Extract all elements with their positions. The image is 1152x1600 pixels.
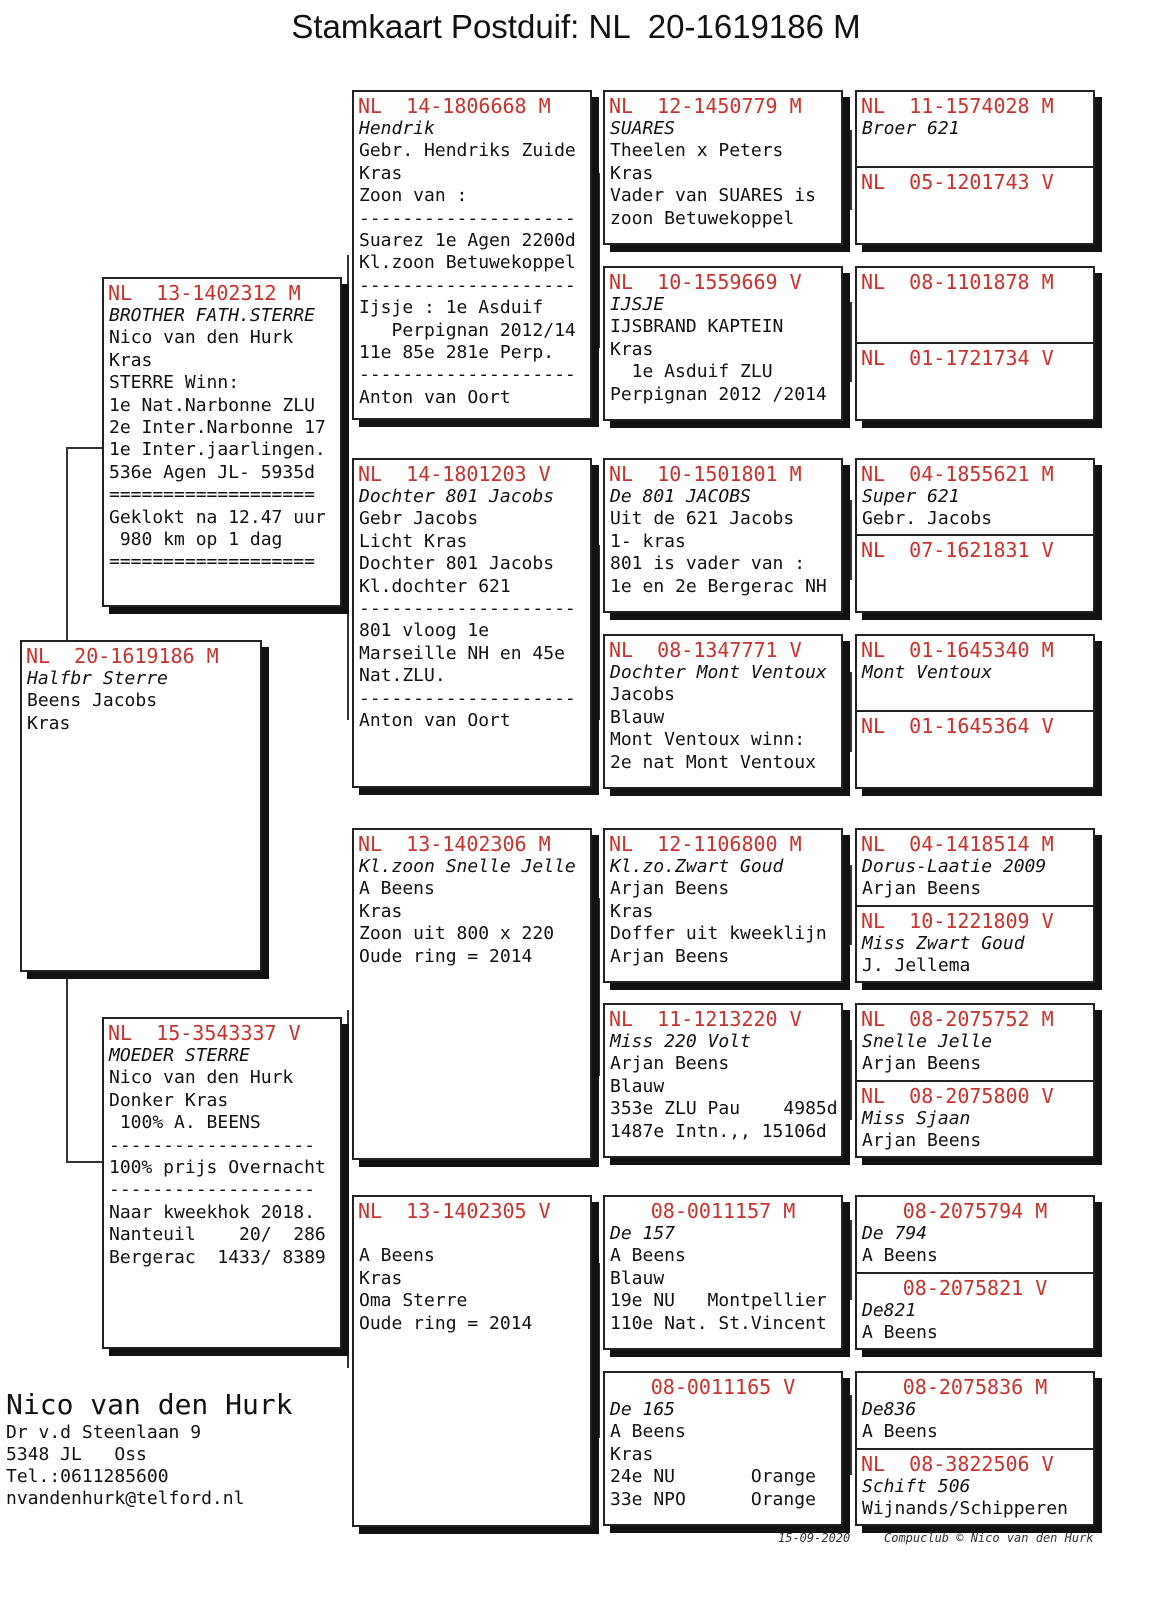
connector xyxy=(347,255,349,720)
ring-number: NL 08-1101878 M xyxy=(861,270,1054,294)
info-line: Blauw xyxy=(610,1075,665,1097)
owner-info xyxy=(6,1388,293,1510)
pigeon-pair-card[interactable] xyxy=(855,458,1095,613)
info-line: Suarez 1e Agen 2200d xyxy=(359,229,576,251)
info-line: Blauw xyxy=(610,1267,665,1289)
info-line: Kras xyxy=(610,1443,654,1465)
pigeon-pair-card[interactable] xyxy=(855,1371,1095,1526)
pigeon-card-fmf[interactable] xyxy=(603,458,843,613)
ring-number: 08-0011157 M xyxy=(650,1199,796,1223)
pigeon-card-mmm[interactable] xyxy=(603,1371,843,1526)
owner-email: nvandenhurk@telford.nl xyxy=(6,1488,245,1509)
owner-city: 5348 JL Oss xyxy=(6,1444,147,1465)
info-line: Wijnands/Schipperen xyxy=(862,1498,1068,1520)
ring-number: NL 14-1801203 V xyxy=(358,462,551,486)
pigeon-pair-card[interactable] xyxy=(855,1195,1095,1350)
ring-number: NL 13-1402306 M xyxy=(358,832,551,856)
info-line: Hendrik xyxy=(359,118,435,139)
pigeon-card-ff[interactable] xyxy=(352,90,592,420)
info-line: A Beens xyxy=(610,1421,686,1443)
pigeon-card-fff[interactable] xyxy=(603,90,843,245)
info-line: Zoon van : xyxy=(359,185,468,207)
ring-number: NL 08-1347771 V xyxy=(609,638,802,662)
ring-number: NL 11-1574028 M xyxy=(861,94,1054,118)
info-line: Kl.zoon Snelle Jelle xyxy=(359,856,576,877)
info-line: 980 km op 1 dag xyxy=(109,528,283,550)
info-line: Snelle Jelle xyxy=(862,1031,993,1052)
info-line: Arjan Beens xyxy=(610,1053,730,1075)
info-line: Dorus-Laatie 2009 xyxy=(862,856,1047,877)
info-line: 11e 85e 281e Perp. xyxy=(359,341,555,363)
info-line: 1e en 2e Bergerac NH xyxy=(610,575,827,597)
info-line: Dochter 801 Jacobs xyxy=(359,553,555,575)
info-line: -------------------- xyxy=(359,207,576,229)
ring-number: NL 08-3822506 V xyxy=(861,1452,1054,1476)
info-line: MOEDER STERRE xyxy=(109,1045,250,1066)
info-line: Nanteuil 20/ 286 xyxy=(109,1224,326,1246)
info-line: Mont Ventoux xyxy=(862,662,993,683)
info-line: De 801 JACOBS xyxy=(610,486,751,507)
info-line: Bergerac 1433/ 8389 xyxy=(109,1246,326,1268)
ring-number: NL 12-1450779 M xyxy=(609,94,802,118)
pigeon-card-subject[interactable] xyxy=(20,640,262,972)
info-line: 24e NU Orange xyxy=(610,1466,816,1488)
connector xyxy=(598,173,600,348)
ring-number: 08-0011165 V xyxy=(650,1375,796,1399)
info-line: Perpignan 2012 /2014 xyxy=(610,383,827,405)
info-line: Marseille NH en 45e xyxy=(359,642,565,664)
connector xyxy=(850,130,852,210)
info-line: A Beens xyxy=(359,878,435,900)
ring-number: NL 08-2075752 M xyxy=(861,1007,1054,1031)
ring-number: NL 10-1501801 M xyxy=(609,462,802,486)
info-line: 2e nat Mont Ventoux xyxy=(610,751,816,773)
page-title: Stamkaart Postduif: NL 20-1619186 M xyxy=(291,8,861,45)
info-line: Arjan Beens xyxy=(610,878,730,900)
pair-partner xyxy=(857,1448,1093,1521)
info-line: Kras xyxy=(359,900,403,922)
info-line: Arjan Beens xyxy=(862,878,982,900)
connector xyxy=(347,1010,349,1368)
ring-number: NL 15-3543337 V xyxy=(108,1021,301,1045)
info-line: Miss 220 Volt xyxy=(610,1031,751,1052)
info-line: 1e Nat.Narbonne ZLU xyxy=(109,394,315,416)
info-line: A Beens xyxy=(862,1421,938,1443)
ring-number: NL 01-1645340 M xyxy=(861,638,1054,662)
info-line: Kras xyxy=(610,900,654,922)
info-line: De 794 xyxy=(862,1223,928,1244)
connector xyxy=(598,545,600,720)
info-line: Dochter Mont Ventoux xyxy=(610,662,827,683)
pigeon-pair-card[interactable] xyxy=(855,828,1095,983)
info-line: Arjan Beens xyxy=(610,945,730,967)
pigeon-card-mother[interactable] xyxy=(102,1017,342,1349)
connector xyxy=(598,898,600,1076)
info-line: 801 is vader van : xyxy=(610,553,806,575)
info-line: Kras xyxy=(109,349,153,371)
connector xyxy=(66,447,104,449)
pigeon-card-mff[interactable] xyxy=(603,828,843,983)
info-line: 1487e Intn.,, 15106d xyxy=(610,1120,827,1142)
info-line: 100% A. BEENS xyxy=(109,1112,261,1134)
print-date: 15-09-2020 xyxy=(778,1531,851,1545)
info-line: -------------------- xyxy=(359,597,576,619)
info-line: Vader van SUARES is xyxy=(610,185,816,207)
pigeon-card-mmf[interactable] xyxy=(603,1195,843,1350)
info-line: -------------------- xyxy=(359,364,576,386)
breeder: Beens Jacobs xyxy=(27,690,158,712)
info-line: Gebr Jacobs xyxy=(359,508,479,530)
connector xyxy=(66,1161,104,1163)
info-line xyxy=(359,1223,586,1245)
info-line: zoon Betuwekoppel xyxy=(610,207,795,229)
info-line: Mont Ventoux winn: xyxy=(610,729,806,751)
ring-number: NL 10-1559669 V xyxy=(609,270,802,294)
info-line: Ijsje : 1e Asduif xyxy=(359,297,544,319)
info-line: Nico van den Hurk xyxy=(109,327,294,349)
info-line: A Beens xyxy=(862,1245,938,1267)
info-line: Gebr. Hendriks Zuide xyxy=(359,140,576,162)
info-line: Kl.zoon Betuwekoppel xyxy=(359,252,576,274)
connector xyxy=(850,865,852,945)
info-line: IJSBRAND KAPTEIN xyxy=(610,316,784,338)
ring-number: NL 14-1806668 M xyxy=(358,94,551,118)
info-line: A Beens xyxy=(610,1245,686,1267)
pigeon-card-father[interactable] xyxy=(102,277,342,607)
info-line: Geklokt na 12.47 uur xyxy=(109,506,326,528)
info-line: Nico van den Hurk xyxy=(109,1067,294,1089)
info-line: Anton van Oort xyxy=(359,386,511,408)
pair-partner xyxy=(857,1272,1093,1345)
info-line: BROTHER FATH.STERRE xyxy=(109,305,315,326)
ring-number: NL 01-1721734 V xyxy=(861,346,1054,370)
info-line: De821 xyxy=(862,1300,917,1321)
pigeon-pair-card[interactable] xyxy=(855,634,1095,789)
ring-number: NL 12-1106800 M xyxy=(609,832,802,856)
info-line: Doffer uit kweeklijn xyxy=(610,923,827,945)
owner-name: Nico van den Hurk xyxy=(6,1388,293,1421)
info-line: Uit de 621 Jacobs xyxy=(610,508,795,530)
ring-number: NL 01-1645364 V xyxy=(861,714,1054,738)
pigeon-pair-card[interactable] xyxy=(855,1003,1095,1158)
info-line: 1e Inter.jaarlingen. xyxy=(109,439,326,461)
info-line: SUARES xyxy=(610,118,676,139)
info-line: ------------------- xyxy=(109,1179,315,1201)
ring-number: NL 04-1418514 M xyxy=(861,832,1054,856)
ring-number: 08-2075794 M xyxy=(902,1199,1048,1223)
info-line: Jacobs xyxy=(610,684,676,706)
connector xyxy=(598,1263,600,1438)
info-line: Zoon uit 800 x 220 xyxy=(359,923,555,945)
connector xyxy=(850,302,852,382)
info-line: Schift 506 xyxy=(862,1476,971,1497)
info-line: Anton van Oort xyxy=(359,709,511,731)
info-line: Kras xyxy=(359,1267,403,1289)
footer-credit: Compuclub © Nico van den Hurk xyxy=(884,1531,1094,1545)
info-line: Kl.dochter 621 xyxy=(359,575,511,597)
info-line: ------------------- xyxy=(109,1134,315,1156)
info-line: Arjan Beens xyxy=(862,1053,982,1075)
info-line: Dochter 801 Jacobs xyxy=(359,486,555,507)
connector xyxy=(850,1040,852,1120)
ring-number: NL 13-1402312 M xyxy=(108,281,301,305)
info-line: Licht Kras xyxy=(359,530,468,552)
owner-phone: Tel.:0611285600 xyxy=(6,1466,169,1487)
pair-partner xyxy=(857,905,1093,978)
connector xyxy=(66,447,68,644)
pigeon-card-fm[interactable] xyxy=(352,458,592,788)
info-line: IJSJE xyxy=(610,294,665,315)
ring-number: 08-2075836 M xyxy=(902,1375,1048,1399)
pigeon-card-mfm[interactable] xyxy=(603,1003,843,1158)
pigeon-card-mf[interactable] xyxy=(352,828,592,1160)
pair-partner xyxy=(857,534,1093,561)
info-line: 33e NPO Orange xyxy=(610,1488,816,1510)
connector xyxy=(850,672,852,752)
connector xyxy=(850,500,852,580)
ring-number: NL 04-1855621 M xyxy=(861,462,1054,486)
info-line: 19e NU Montpellier xyxy=(610,1290,827,1312)
ring-number: NL 07-1621831 V xyxy=(861,538,1054,562)
ring-number: NL 10-1221809 V xyxy=(861,909,1054,933)
info-line: -------------------- xyxy=(359,274,576,296)
info-line: Miss Sjaan xyxy=(862,1108,971,1129)
ring-number: NL 05-1201743 V xyxy=(861,170,1054,194)
info-line: Oma Sterre xyxy=(359,1290,468,1312)
ring-number: NL 08-2075800 V xyxy=(861,1084,1054,1108)
pigeon-card-fmm[interactable] xyxy=(603,634,843,789)
info-line: 536e Agen JL- 5935d xyxy=(109,461,315,483)
info-line: Oude ring = 2014 xyxy=(359,945,533,967)
info-line: 353e ZLU Pau 4985d xyxy=(610,1098,838,1120)
pigeon-pair-card[interactable] xyxy=(855,90,1095,245)
ring-number: 08-2075821 V xyxy=(902,1276,1048,1300)
info-line: STERRE Winn: xyxy=(109,372,240,394)
info-line: Gebr. Jacobs xyxy=(862,508,993,530)
info-line: Kras xyxy=(359,162,403,184)
info-line: Arjan Beens xyxy=(862,1130,982,1152)
info-line: Donker Kras xyxy=(109,1089,229,1111)
info-line: A Beens xyxy=(359,1245,435,1267)
pigeon-card-ffm[interactable] xyxy=(603,266,843,421)
info-line: J. Jellema xyxy=(862,955,971,977)
ring-number: NL 20-1619186 M xyxy=(26,644,219,668)
info-line: 1- kras xyxy=(610,530,686,552)
info-line: A Beens xyxy=(862,1322,938,1344)
info-line: Theelen x Peters xyxy=(610,140,784,162)
pair-partner xyxy=(857,166,1093,193)
info-line: =================== xyxy=(109,484,315,506)
connector xyxy=(66,973,68,1163)
info-line: 110e Nat. St.Vincent xyxy=(610,1312,827,1334)
pigeon-pair-card[interactable] xyxy=(855,266,1095,421)
color: Kras xyxy=(27,712,71,734)
info-line: 2e Inter.Narbonne 17 xyxy=(109,416,326,438)
info-line: Broer 621 xyxy=(862,118,960,139)
info-line: Naar kweekhok 2018. xyxy=(109,1201,315,1223)
info-line: De836 xyxy=(862,1399,917,1420)
pigeon-card-mm[interactable] xyxy=(352,1195,592,1527)
connector xyxy=(850,1395,852,1475)
info-line: Nat.ZLU. xyxy=(359,665,446,687)
info-line: Super 621 xyxy=(862,486,960,507)
info-line: -------------------- xyxy=(359,687,576,709)
info-line: De 157 xyxy=(610,1223,676,1244)
pair-partner xyxy=(857,710,1093,737)
info-line: 801 vloog 1e xyxy=(359,620,490,642)
info-line: Blauw xyxy=(610,706,665,728)
pigeon-name: Halfbr Sterre xyxy=(27,668,168,689)
info-line: 1e Asduif ZLU xyxy=(610,361,773,383)
info-line: =================== xyxy=(109,551,315,573)
info-line: Kras xyxy=(610,162,654,184)
info-line: Miss Zwart Goud xyxy=(862,933,1025,954)
info-line: Perpignan 2012/14 xyxy=(359,319,576,341)
pair-partner xyxy=(857,342,1093,369)
owner-address: Dr v.d Steenlaan 9 xyxy=(6,1422,202,1443)
info-line: Kras xyxy=(610,338,654,360)
pair-partner xyxy=(857,1080,1093,1153)
info-line: 100% prijs Overnacht xyxy=(109,1156,326,1178)
info-line: Kl.zo.Zwart Goud xyxy=(610,856,784,877)
info-line: Oude ring = 2014 xyxy=(359,1312,533,1334)
connector xyxy=(850,1220,852,1300)
ring-number: NL 11-1213220 V xyxy=(609,1007,802,1031)
info-line: De 165 xyxy=(610,1399,676,1420)
ring-number: NL 13-1402305 V xyxy=(358,1199,551,1223)
